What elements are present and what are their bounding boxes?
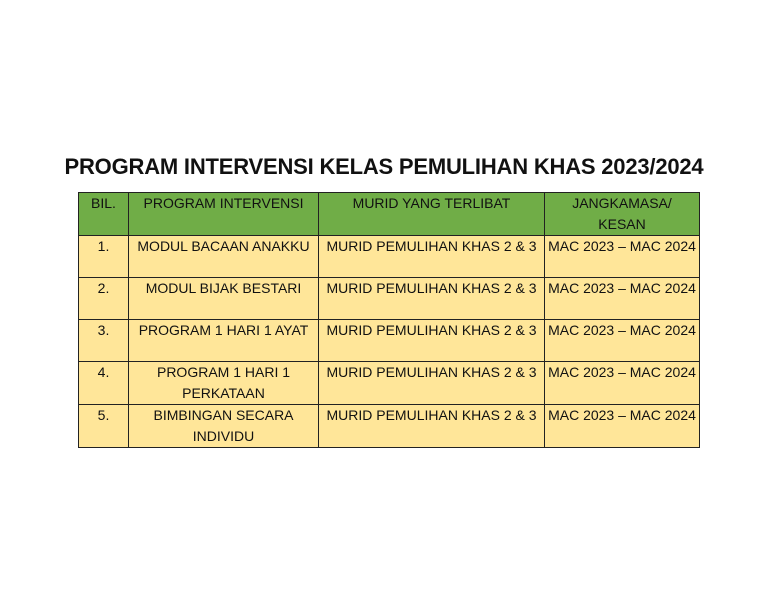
cell-jangkamasa: MAC 2023 – MAC 2024 xyxy=(545,320,700,362)
cell-program: MODUL BACAAN ANAKKU xyxy=(129,236,319,278)
cell-program: PROGRAM 1 HARI 1 AYAT xyxy=(129,320,319,362)
page-title: PROGRAM INTERVENSI KELAS PEMULIHAN KHAS 2023/2024 xyxy=(64,154,704,179)
cell-bil: 2. xyxy=(79,278,129,320)
cell-jangkamasa: MAC 2023 – MAC 2024 xyxy=(545,405,700,448)
cell-bil: 5. xyxy=(79,405,129,448)
table-row xyxy=(79,405,700,448)
table-row xyxy=(79,362,700,405)
table-row xyxy=(79,278,700,320)
cell-jangkamasa: MAC 2023 – MAC 2024 xyxy=(545,362,700,405)
cell-bil: 3. xyxy=(79,320,129,362)
cell-murid: MURID PEMULIHAN KHAS 2 & 3 xyxy=(319,405,545,448)
header-bil: BIL. xyxy=(79,193,129,236)
cell-program: PROGRAM 1 HARI 1 PERKATAAN xyxy=(129,362,319,405)
header-program-intervensi: PROGRAM INTERVENSI xyxy=(129,193,319,236)
cell-program: MODUL BIJAK BESTARI xyxy=(129,278,319,320)
cell-program: BIMBINGAN SECARA INDIVIDU xyxy=(129,405,319,448)
intervention-table xyxy=(78,192,700,448)
header-murid-yang-terlibat: MURID YANG TERLIBAT xyxy=(319,193,545,236)
table-header-row xyxy=(79,193,700,236)
table-row xyxy=(79,320,700,362)
cell-murid: MURID PEMULIHAN KHAS 2 & 3 xyxy=(319,236,545,278)
header-jangkamasa-kesan: JANGKAMASA/ KESAN xyxy=(545,193,700,236)
cell-bil: 4. xyxy=(79,362,129,405)
cell-murid: MURID PEMULIHAN KHAS 2 & 3 xyxy=(319,362,545,405)
cell-bil: 1. xyxy=(79,236,129,278)
cell-jangkamasa: MAC 2023 – MAC 2024 xyxy=(545,236,700,278)
cell-murid: MURID PEMULIHAN KHAS 2 & 3 xyxy=(319,320,545,362)
cell-murid: MURID PEMULIHAN KHAS 2 & 3 xyxy=(319,278,545,320)
cell-jangkamasa: MAC 2023 – MAC 2024 xyxy=(545,278,700,320)
table-row xyxy=(79,236,700,278)
